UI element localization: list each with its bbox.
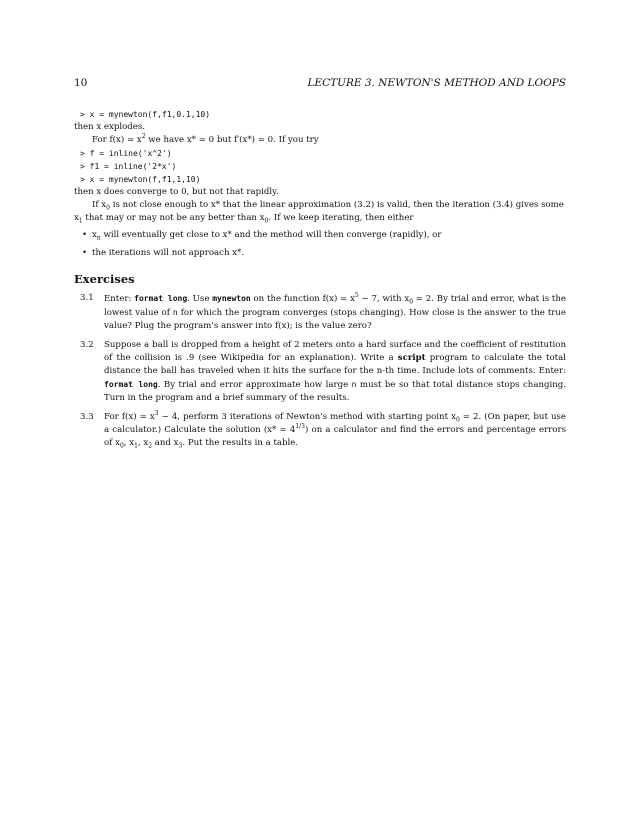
code-block-2: > f = inline('x^2') > f1 = inline('2*x') > x = mynewton(f,f1,1,10) <box>80 149 201 184</box>
paragraph-close: If $x_0$ is not close enough to x* that the linear approximation (3.2) is valid, then the iteration (3.4) gives some $x_1$ that may or may not be any better than $x_0$. If we keep iterating, then either <box>74 200 564 225</box>
exercise-3-2: 3.2 Suppose a ball is dropped from a height of 2 meters onto a hard surface and the coefficient of restitution of the collision is .9 (see Wikipedia for an explanation). Write a script program to calculate the total distance the ball has traveled when it hits the surface for the n-th time. Include lots of comments. Enter: format long. By trial and error approximate how large n must be so that total distance stops changing. Turn in the program and a brief summary of the results. <box>80 340 566 403</box>
code-block-1: > x = mynewton(f,f1,0.1,10) <box>80 110 211 119</box>
bullet-list <box>74 229 566 260</box>
exercise-number: 3.2 <box>80 340 94 350</box>
text-explodes: then x explodes. <box>74 122 146 132</box>
list-item: • the iterations will not approach x*. <box>82 248 245 258</box>
running-title: LECTURE 3. NEWTON'S METHOD AND LOOPS <box>307 77 566 89</box>
list-item: • $x_n$ will eventually get close to x* and the method will then converge (rapidly), or <box>82 230 442 242</box>
page-body <box>74 108 566 456</box>
exercise-number: 3.1 <box>80 293 94 303</box>
exercises-heading: Exercises <box>74 272 135 286</box>
exercise-3-3: 3.3 For $f(x) = x^3 - 4$, perform 3 iterations of Newton's method with starting point $x_0 = 2$. (On paper, but use a calculator.) Calculate the solution $(x* = 4^{1/3})$ on a calculator and find the errors and percentage errors of $x_0$, $x_1$, $x_2$ and $x_3$. Put the results in a table. <box>80 410 566 450</box>
exercise-number: 3.3 <box>80 412 94 422</box>
bullet-icon: • <box>82 248 88 258</box>
bullet-icon: • <box>82 230 88 240</box>
paragraph-fx: For $f(x) = x^2$ we have x* = 0 but f′(x*) = 0. If you try <box>92 133 319 145</box>
page-number: 10 <box>74 77 88 89</box>
exercise-3-1: 3.1 Enter: format long. Use mynewton on the function $f(x) = x^5 - 7$, with $x_0 = 2$. By trial and error, what is the lowest value of n for which the program converges (stops changing). How close is the answer to the true value? Plug the program's answer into f(x); is the value zero? <box>80 292 566 331</box>
text-converge: then x does converge to 0, but not that rapidly. <box>74 187 279 197</box>
